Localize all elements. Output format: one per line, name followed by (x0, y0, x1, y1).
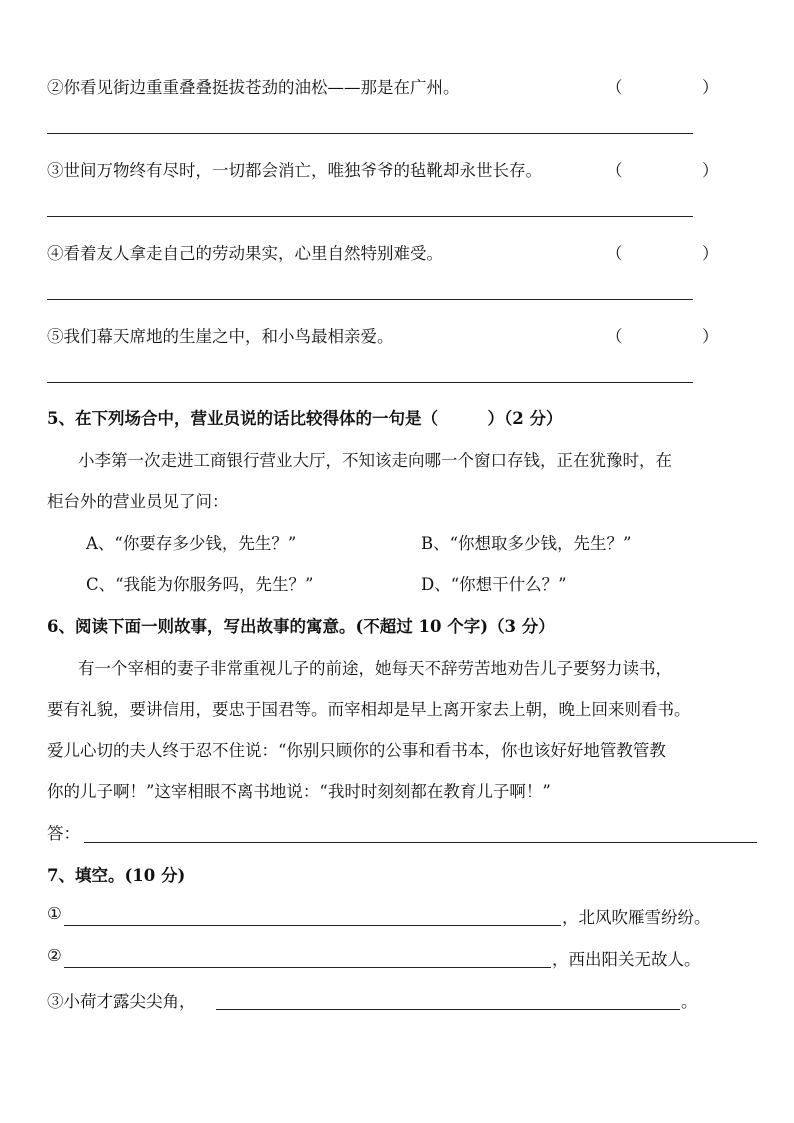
q4-item-5-text: ⑤我们幕天席地的生崖之中，和小鸟最相亲爱。 (47, 327, 394, 346)
q7-item-2-suffix: ，西出阳关无故人。 (552, 950, 701, 969)
q7-item-2-prefix: ② (47, 946, 62, 965)
q7-title: 7、填空。(10 分) (47, 866, 186, 885)
q7-item-3-blank[interactable] (216, 1009, 680, 1010)
q4-item-4-paren-open: （ (606, 244, 623, 263)
q6-answer-line[interactable] (84, 842, 757, 843)
q4-item-2-text: ②你看见街边重重叠叠挺拔苍劲的油松——那是在广州。 (47, 78, 460, 97)
q4-item-2-paren-close: ） (702, 78, 719, 97)
q7-item-3-suffix: 。 (681, 992, 698, 1011)
q5-option-d[interactable]: D、“你想干什么？” (421, 575, 567, 594)
q4-item-4-text: ④看着友人拿走自己的劳动果实，心里自然特别难受。 (47, 244, 443, 263)
q7-item-3-prefix: ③小荷才露尖尖角， (47, 992, 196, 1011)
q4-item-5-paren-open: （ (606, 327, 623, 346)
q6-title: 6、阅读下面一则故事，写出故事的寓意。(不超过 10 个字)（3 分） (47, 617, 555, 636)
q4-item-3-text: ③世间万物终有尽时，一切都会消亡，唯独爷爷的毡靴却永世长存。 (47, 161, 542, 180)
q5-paragraph-line-1: 小李第一次走进工商银行营业大厅，不知该走向哪一个窗口存钱，正在犹豫时，在 (78, 451, 672, 470)
q6-answer-label: 答： (47, 824, 80, 843)
q7-item-2-blank[interactable] (64, 967, 551, 968)
q6-story-line-3: 爱儿心切的夫人终于忍不住说：“你别只顾你的公事和看书本，你也该好好地管教管教 (47, 741, 666, 760)
q5-title: 5、在下列场合中，营业员说的话比较得体的一句是（ ）（2 分） (47, 409, 563, 428)
q7-item-1-suffix: ，北风吹雁雪纷纷。 (562, 908, 711, 927)
q4-item-5-answer-line[interactable] (47, 382, 693, 383)
q4-item-2-answer-line[interactable] (47, 133, 693, 134)
q4-item-3-paren-close: ） (702, 161, 719, 180)
q7-item-1-prefix: ① (47, 904, 62, 923)
q4-item-3-answer-line[interactable] (47, 216, 693, 217)
q5-paragraph-line-2: 柜台外的营业员见了问： (47, 492, 229, 511)
q4-item-4-answer-line[interactable] (47, 299, 693, 300)
q4-item-5-paren-close: ） (702, 327, 719, 346)
q4-item-2-paren-open: （ (606, 78, 623, 97)
q6-story-line-2: 要有礼貌，要讲信用，要忠于国君等。而宰相却是早上离开家去上朝，晚上回来则看书。 (47, 700, 691, 719)
q5-option-c[interactable]: C、“我能为你服务吗，先生？” (86, 575, 314, 594)
q5-option-b[interactable]: B、“你想取多少钱，先生？” (421, 534, 632, 553)
q4-item-4-paren-close: ） (702, 244, 719, 263)
q6-story-line-4: 你的儿子啊！”这宰相眼不离书地说：“我时时刻刻都在教育儿子啊！” (47, 782, 551, 801)
q7-item-1-blank[interactable] (64, 925, 561, 926)
q6-story-line-1: 有一个宰相的妻子非常重视儿子的前途，她每天不辞劳苦地劝告儿子要努力读书， (78, 659, 672, 678)
q5-option-a[interactable]: A、“你要存多少钱，先生？” (86, 534, 297, 553)
q4-item-3-paren-open: （ (606, 161, 623, 180)
